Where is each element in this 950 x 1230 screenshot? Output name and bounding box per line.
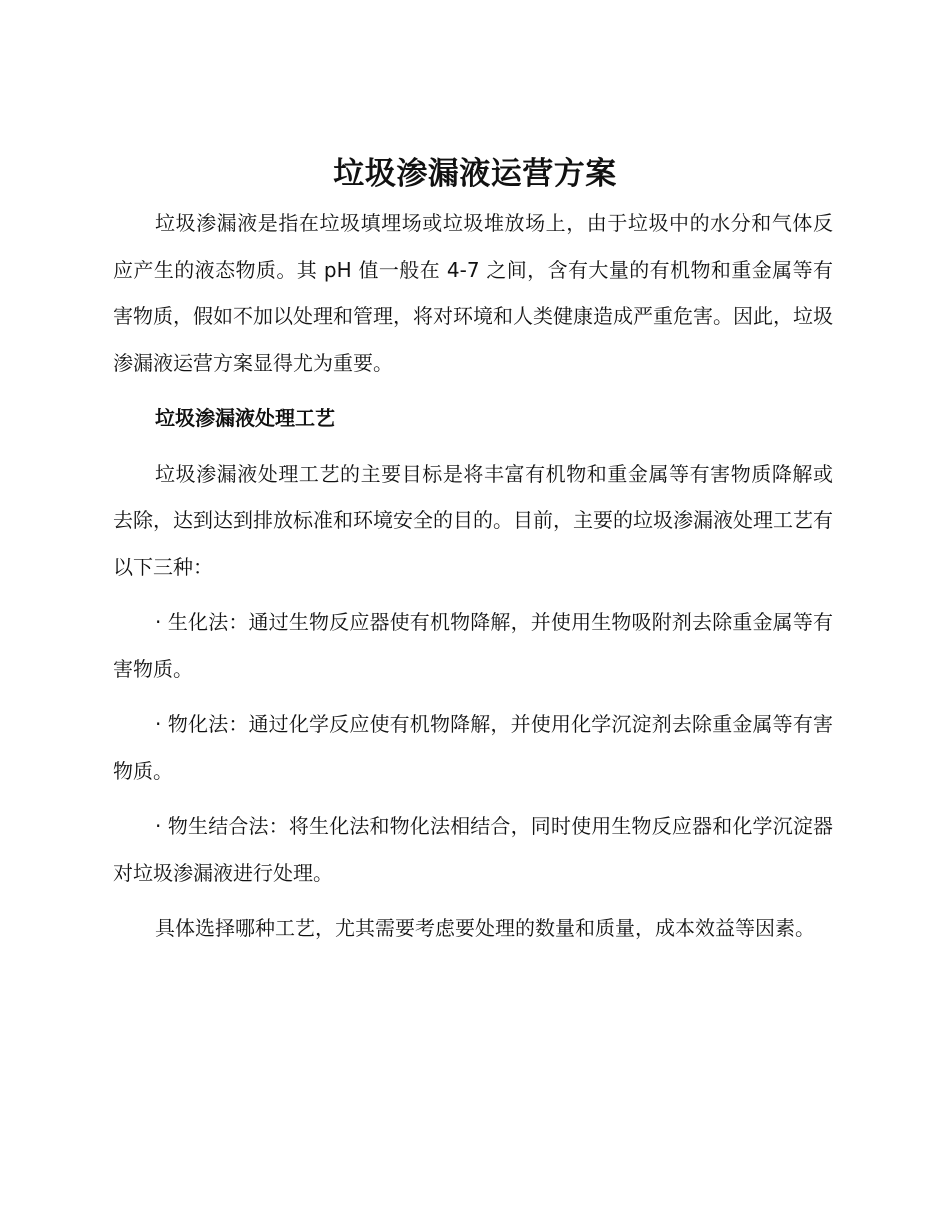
document-title: 垃圾渗漏液运营方案 — [333, 156, 617, 192]
method-item-physicochemical: · 物化法：通过化学反应使有机物降解，并使用化学沉淀剂去除重金属等有害物质。 — [113, 712, 833, 783]
document-body — [113, 200, 833, 952]
intro-paragraph: 垃圾渗漏液是指在垃圾填埋场或垃圾堆放场上，由于垃圾中的水分和气体反应产生的液态物质。其 pH 值一般在 4-7 之间，含有大量的有机物和重金属等有害物质，假如不加以处理和管理，将对环境和人类健康造成严重危害。因此，垃圾渗漏液运营方案显得尤为重要。 — [113, 211, 833, 375]
method-item-combined: · 物生结合法：将生化法和物化法相结合，同时使用生物反应器和化学沉淀器对垃圾渗漏液进行处理。 — [113, 814, 833, 885]
conclusion-paragraph: 具体选择哪种工艺，尤其需要考虑要处理的数量和质量，成本效益等因素。 — [155, 916, 815, 940]
section-heading: 垃圾渗漏液处理工艺 — [155, 406, 335, 430]
method-item-biochemical: · 生化法：通过生物反应器使有机物降解，并使用生物吸附剂去除重金属等有害物质。 — [113, 610, 833, 681]
section-intro-paragraph: 垃圾渗漏液处理工艺的主要目标是将丰富有机物和重金属等有害物质降解或去除，达到达到排放标准和环境安全的目的。目前，主要的垃圾渗漏液处理工艺有以下三种： — [113, 461, 833, 579]
